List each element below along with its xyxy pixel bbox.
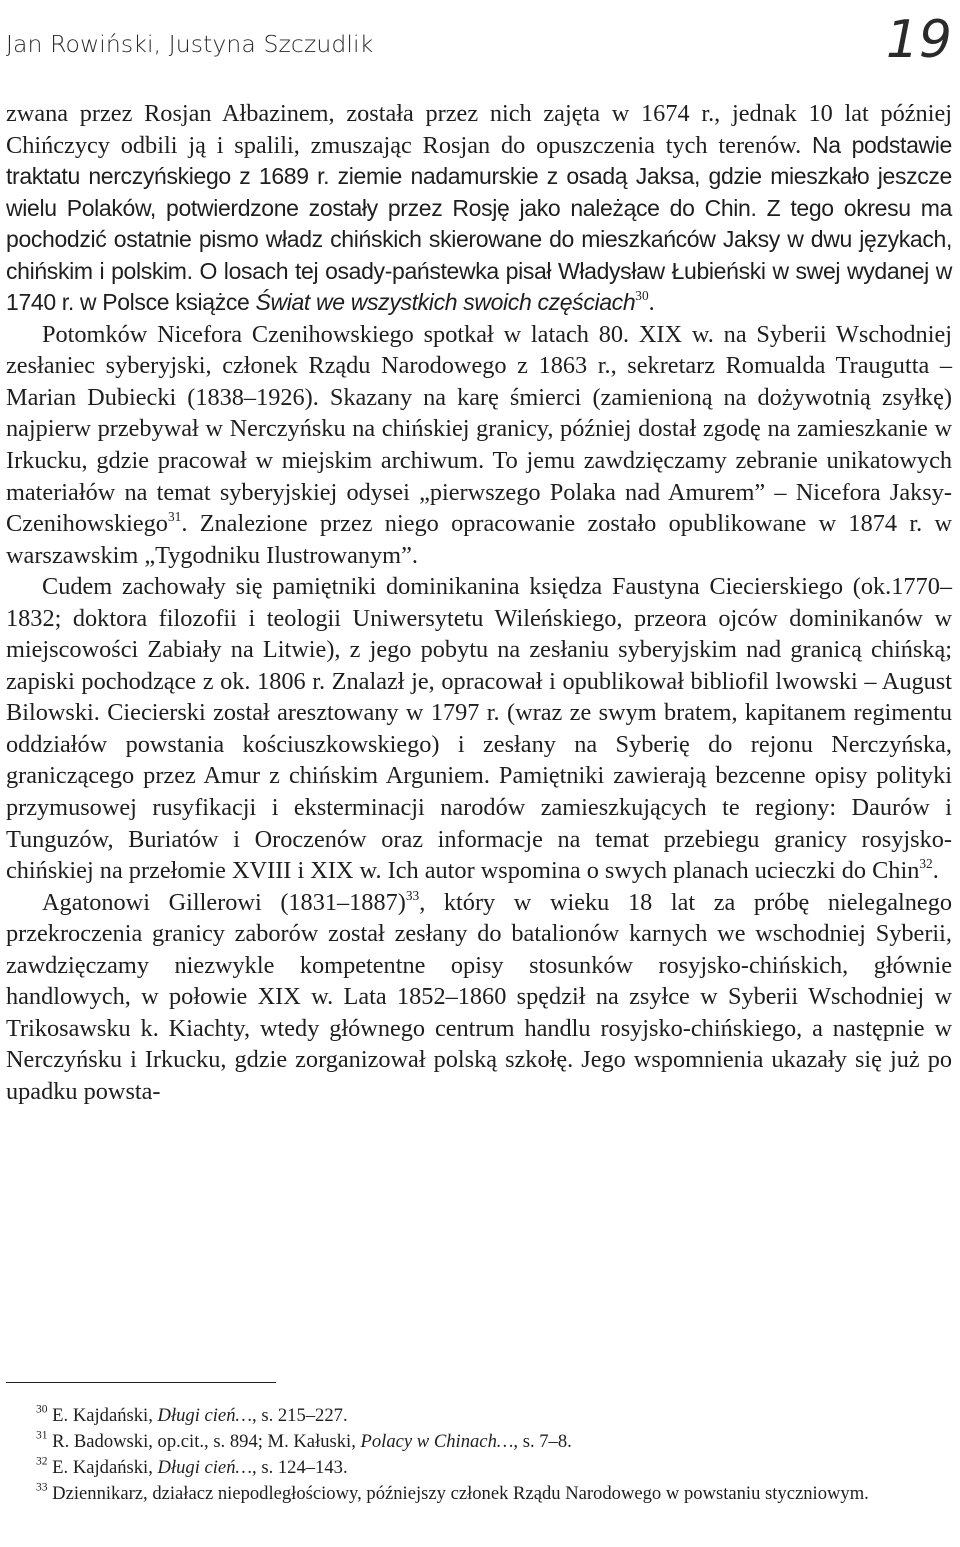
- paragraph-1-end: .: [648, 289, 655, 317]
- footnotes: [6, 1403, 952, 1507]
- footnote-title: Długi cień…: [157, 1457, 253, 1478]
- footnote-text: E. Kajdański,: [52, 1457, 158, 1478]
- footnote: [6, 1429, 952, 1455]
- footnote-number: 31: [36, 1429, 48, 1442]
- footnote-text: E. Kajdański,: [52, 1405, 158, 1426]
- book-title-swiat: Świat we wszystkich swoich częściach: [255, 289, 636, 316]
- footnote-number: 32: [36, 1455, 48, 1468]
- paragraph-4-part-a: Agatonowi Gillerowi (1831–1887): [42, 888, 406, 916]
- footnote-ref-30: 30: [635, 288, 649, 304]
- main-text: [6, 98, 952, 1108]
- footnote-pages: , s. 215–227.: [252, 1405, 348, 1426]
- paragraph-3: [6, 571, 952, 886]
- footnote-separator: [6, 1382, 276, 1383]
- footnote-title: Polacy w Chinach…: [360, 1431, 514, 1452]
- footnote: [6, 1455, 952, 1481]
- paragraph-3-end: .: [932, 857, 939, 885]
- paragraph-2-part-a: Potomków Nicefora Czenihowskiego spotkał w latach 80. XIX w. na Syberii Wschodniej zesłaniec syberyjski, członek Rządu Narodowego z 1863 r., sekretarz Romualda Traugutta – Marian Dubiecki (1838–1926). Skazany na karę śmierci (zamienioną na dożywotnią zsyłkę) najpierw przebywał w Nerczyńsku na chińskiej granicy, później dostał zgodę na zamieszkanie w Irkucku, gdzie pracował w miejskim archiwum. To jemu zawdzięczamy zebranie unikatowych materiałów na temat syberyjskiej odysei „pierwszego Polaka nad Amurem” – Nicefora Jaksy-Czenihowskiego: [6, 320, 952, 538]
- footnote-ref-33: 33: [405, 887, 420, 903]
- footnote: [6, 1403, 952, 1429]
- footnote-number: 33: [36, 1481, 48, 1494]
- paragraph-4: [6, 887, 952, 1108]
- paragraph-1-part-a: zwana przez Rosjan Ałbazinem, została przez nich zajęta w 1674 r., jednak 10 lat później Chińczycy odbili ją i spalili, zmuszając Rosjan do opuszczenia tych terenów.: [6, 100, 952, 159]
- paragraph-4-part-b: , który w wieku 18 lat za próbę nielegalnego przekroczenia granicy zaborów został zesłany do batalionów karnych we wschodniej Syberii, zawdzięczamy niezwykle kompetentne opisy stosunków rosyjsko-chińskich, głównie handlowych, w połowie XIX w. Lata 1852–1860 spędził na zsyłce w Syberii Wschodniej w Trikosawsku k. Kiachty, wtedy głównego centrum handlu rosyjsko-chińskiego, a następnie w Nerczyńsku i Irkucku, gdzie zorganizował polską szkołę. Jego wspomnienia ukazały się już po upadku powsta-: [6, 888, 952, 1105]
- page-number: 19: [885, 10, 952, 70]
- footnote-ref-31: 31: [167, 509, 182, 525]
- footnote-title: Długi cień…: [157, 1405, 253, 1426]
- footnote-number: 30: [36, 1403, 48, 1416]
- paragraph-1: [6, 98, 952, 319]
- footnote-pages: , s. 7–8.: [513, 1431, 572, 1452]
- running-header-authors: Jan Rowiński, Justyna Szczudlik: [6, 30, 374, 58]
- paragraph-2: [6, 319, 952, 571]
- paragraph-3-part-a: Cudem zachowały się pamiętniki dominikanina księdza Faustyna Ciecierskiego (ok.1770–1832; doktora filozofii i teologii Uniwersytetu Wileńskiego, przeora ojców dominikanów w miejscowości Zabiały na Litwie), z jego pobytu na zesłaniu syberyjskim nad granicą chińską; zapiski pochodzące z ok. 1806 r. Znalazł je, opracował i opublikował bibliofil lwowski – August Bilowski. Ciecierski został aresztowany w 1797 r. (wraz ze swym bratem, kapitanem regimentu oddziałów powstania kościuszkowskiego) i zesłany na Syberię do rejonu Nerczyńska, graniczącego przez Amur z chińskim Arguniem. Pamiętniki zawierają bezcenne opisy polityki przymusowej rusyfikacji i eksterminacji narodów zamieszkujących te regiony: Daurów i Tunguzów, Buriatów i Oroczenów oraz informacje na temat przebiegu granicy rosyjsko-chińskiej na przełomie XVIII i XIX w. Ich autor wspomina o swych planach ucieczki do Chin: [6, 573, 952, 885]
- footnote-pages: , s. 124–143.: [252, 1457, 348, 1478]
- paragraph-2-part-b: . Znalezione przez niego opracowanie zostało opublikowane w 1874 r. w warszawskim „Tygodniku Ilustrowanym”.: [6, 510, 952, 569]
- paragraph-1-part-b: Na podstawie traktatu nerczyńskiego z 1689 r. ziemie nadamurskie z osadą Jaksa, gdzie mieszkało jeszcze wielu Polaków, potwierdzone zostały przez Rosję jako należące do Chin. Z tego okresu ma pochodzić ostatnie pismo władz chińskich skierowane do mieszkańców Jaksy w dwu językach, chińskim i polskim. O losach tej osady-państewka pisał Władysław Łubieński w swej wydanej w 1740 r. w Polsce książce: [6, 131, 952, 316]
- footnote-ref-32: 32: [919, 856, 933, 872]
- footnote-text: Dziennikarz, działacz niepodległościowy, późniejszy członek Rządu Narodowego w powstaniu styczniowym.: [52, 1483, 869, 1504]
- footnote-text: R. Badowski, op.cit., s. 894; M. Kałuski,: [52, 1431, 361, 1452]
- footnote: [6, 1481, 952, 1507]
- running-header: [6, 10, 952, 70]
